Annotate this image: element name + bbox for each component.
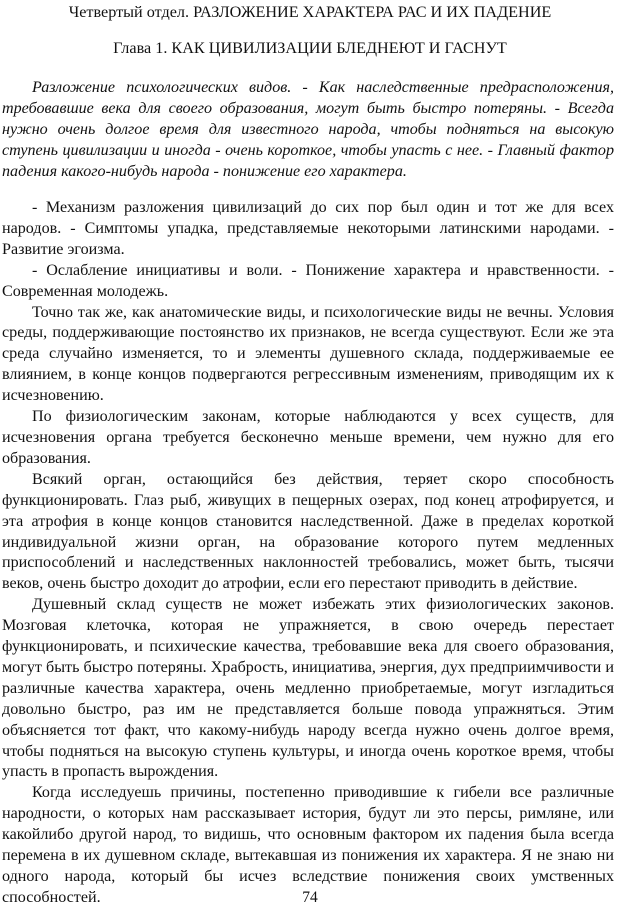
body-text [2,198,614,909]
paragraph: - Механизм разложения цивилизаций до сих пор был один и тот же для всех народов. - Симптомы упадка, представляемые некоторыми латинскими народами. - Развитие эгоизма. [2,199,614,258]
page-number: 74 [302,889,318,906]
chapter-title: Глава 1. КАК ЦИВИЛИЗАЦИИ БЛЕДНЕЮТ И ГАСНУТ [113,39,507,57]
paragraph: Всякий орган, остающийся без действия, теряет скоро способность функционировать. Глаз рыб, живущих в пещерных озерах, под конец атрофируется, и эта атрофия в конце концов становится наследственной. Даже в пределах короткой индивидуальной жизни орган, на образование которого путем медленных приспособлений и наследственных наклонностей требовались, может быть, тысячи веков, очень быстро доходит до атрофии, если его перестают приводить в действие. [2,470,614,593]
chapter-summary: Разложение психологических видов. - Как наследственные предрасположения, требовавшие века для своего образования, могут быть быстро потеряны. - Всегда нужно очень долгое время для известного народа, чтобы подняться на высокую ступень цивилизации и иногда - очень короткое, чтобы упасть с нее. - Главный фактор падения какого-нибудь народа - понижение его характера. [2,79,614,180]
paragraph: Точно так же, как анатомические виды, и психологические виды не вечны. Условия среды, поддерживающие постоянство их признаков, не всегда существуют. Если же эта среда случайно изменяется, то и элементы душевного склада, поддерживаемые ее влиянием, в конце концов подвергаются регрессивным изменениям, приводящим их к исчезновению. [2,303,614,405]
part-title: Четвертый отдел. РАЗЛОЖЕНИЕ ХАРАКТЕРА РАС И ИХ ПАДЕНИЕ [68,3,552,21]
paragraph: Когда исследуешь причины, постепенно приводившие к гибели все различные народности, о которых нам рассказывает история, будут ли это персы, римляне, или какойлибо другой народ, то видишь, что основным фактором их падения была всегда перемена в их душевном складе, вытекавшая из понижения их характера. Я не знаю ни одного народа, который бы исчез вследствие понижения своих умственных способностей. [2,784,614,906]
paragraph: Душевный склад существ не может избежать этих физиологических законов. Мозговая клеточка, которая не упражняется, в свою очередь перестает функционировать, и психические качества, требовавшие века для своего образования, могут быть быстро потеряны. Храбрость, инициатива, энергия, дух предприимчивости и различные качества характера, очень медленно приобретаемые, могут изгладиться довольно быстро, раз им не представляется больше повода упражняться. Этим объясняется тот факт, что какому-нибудь народу всегда нужно очень долгое время, чтобы подняться на высокую ступень культуры, и иногда очень короткое время, чтобы упасть в пропасть вырождения. [2,596,614,781]
paragraph: - Ослабление инициативы и воли. - Понижение характера и нравственности. - Современная молодежь. [2,261,614,300]
paragraph: По физиологическим законам, которые наблюдаются у всех существ, для исчезновения органа требуется бесконечно меньше времени, чем нужно для его образования. [2,408,614,467]
